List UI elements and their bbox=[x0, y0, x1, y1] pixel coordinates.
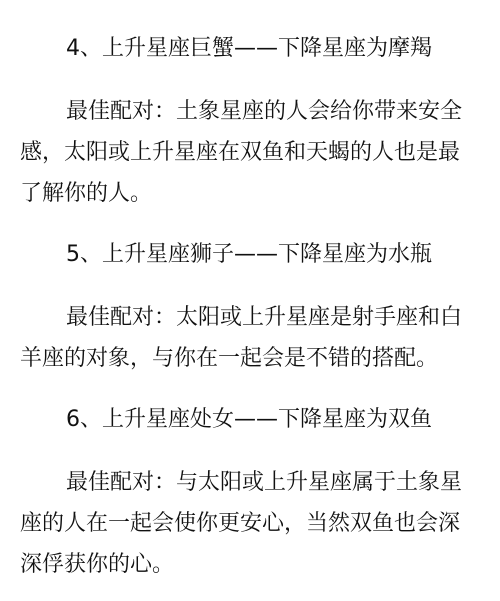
section-4-line-2: 感，太阳或上升星座在双鱼和天蝎的人也是最 bbox=[20, 140, 461, 165]
section-6-line-1: 最佳配对：与太阳或上升星座属于土象星 bbox=[66, 470, 463, 495]
section-5-line-2: 羊座的对象，与你在一起会是不错的搭配。 bbox=[20, 346, 439, 371]
section-4-paragraph bbox=[20, 91, 482, 214]
section-6-line-2: 座的人在一起会使你更安心，当然双鱼也会深 bbox=[20, 511, 461, 536]
section-5-line-1: 最佳配对：太阳或上升星座是射手座和白 bbox=[66, 305, 463, 330]
section-5-heading: 5、上升星座狮子——下降星座为水瓶 bbox=[66, 242, 432, 267]
section-6-heading: 6、上升星座处女——下降星座为双鱼 bbox=[66, 407, 432, 432]
section-4-line-1: 最佳配对：土象星座的人会给你带来安全 bbox=[66, 99, 463, 124]
section-4-line-3: 了解你的人。 bbox=[20, 181, 153, 206]
section-6-paragraph bbox=[20, 462, 482, 585]
section-5-paragraph bbox=[20, 297, 482, 379]
section-6-line-3: 深俘获你的心。 bbox=[20, 552, 175, 577]
section-4-heading: 4、上升星座巨蟹——下降星座为摩羯 bbox=[66, 36, 432, 61]
